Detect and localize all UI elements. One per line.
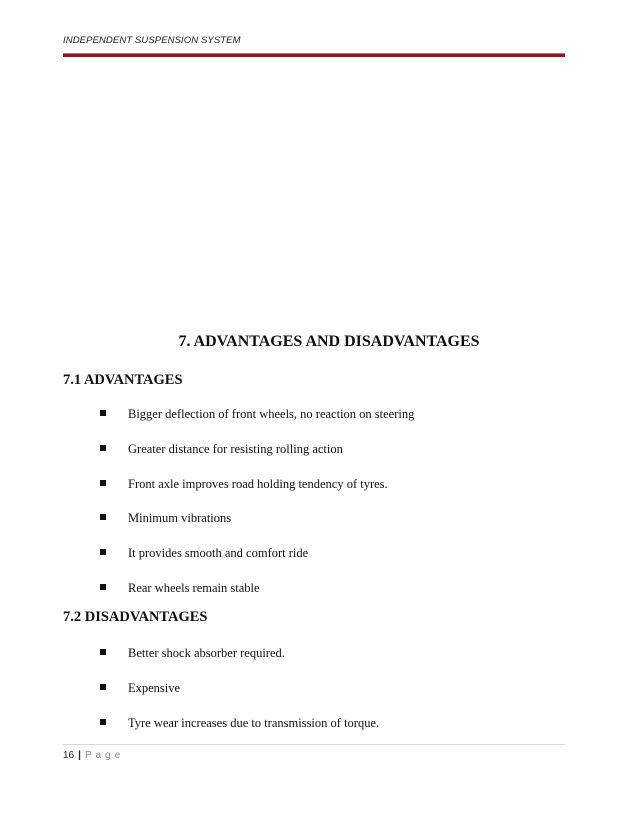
section-heading-advantages: 7.1 ADVANTAGES [63,372,183,388]
list-item [100,441,414,476]
page-label: Page [84,750,125,761]
list-item-text: Minimum vibrations [128,511,232,526]
list-item [100,510,414,545]
list-item [100,545,414,580]
square-bullet-icon [100,445,106,451]
list-item-text: Front axle improves road holding tendency of tyres. [128,476,388,491]
list-item [100,680,379,715]
running-header: INDEPENDENT SUSPENSION SYSTEM [63,35,241,46]
list-item-text: It provides smooth and comfort ride [128,546,309,561]
square-bullet-icon [100,719,106,725]
square-bullet-icon [100,649,106,655]
list-item [100,645,379,680]
square-bullet-icon [100,410,106,416]
list-item-text: Greater distance for resisting rolling action [128,441,343,456]
page-footer [63,750,124,761]
list-item-text: Rear wheels remain stable [128,580,260,595]
page-number: 16 [63,750,75,761]
footer-separator: | [78,750,81,761]
square-bullet-icon [100,514,106,520]
list-item-text: Expensive [128,680,181,695]
list-item-text: Better shock absorber required. [128,646,285,660]
list-item-text: Tyre wear increases due to transmission of torque. [128,715,380,730]
square-bullet-icon [100,584,106,590]
square-bullet-icon [100,480,106,486]
footer-rule [63,744,565,745]
square-bullet-icon [100,684,106,690]
advantages-list [100,406,414,615]
section-heading-disadvantages: 7.2 DISADVANTAGES [63,609,208,625]
header-rule [63,53,565,57]
square-bullet-icon [100,549,106,555]
list-item [100,406,414,441]
list-item [100,476,414,511]
chapter-title: 7. ADVANTAGES AND DISADVANTAGES [178,333,480,350]
disadvantages-list [100,645,379,749]
list-item-text: Bigger deflection of front wheels, no reaction on steering [128,407,415,421]
